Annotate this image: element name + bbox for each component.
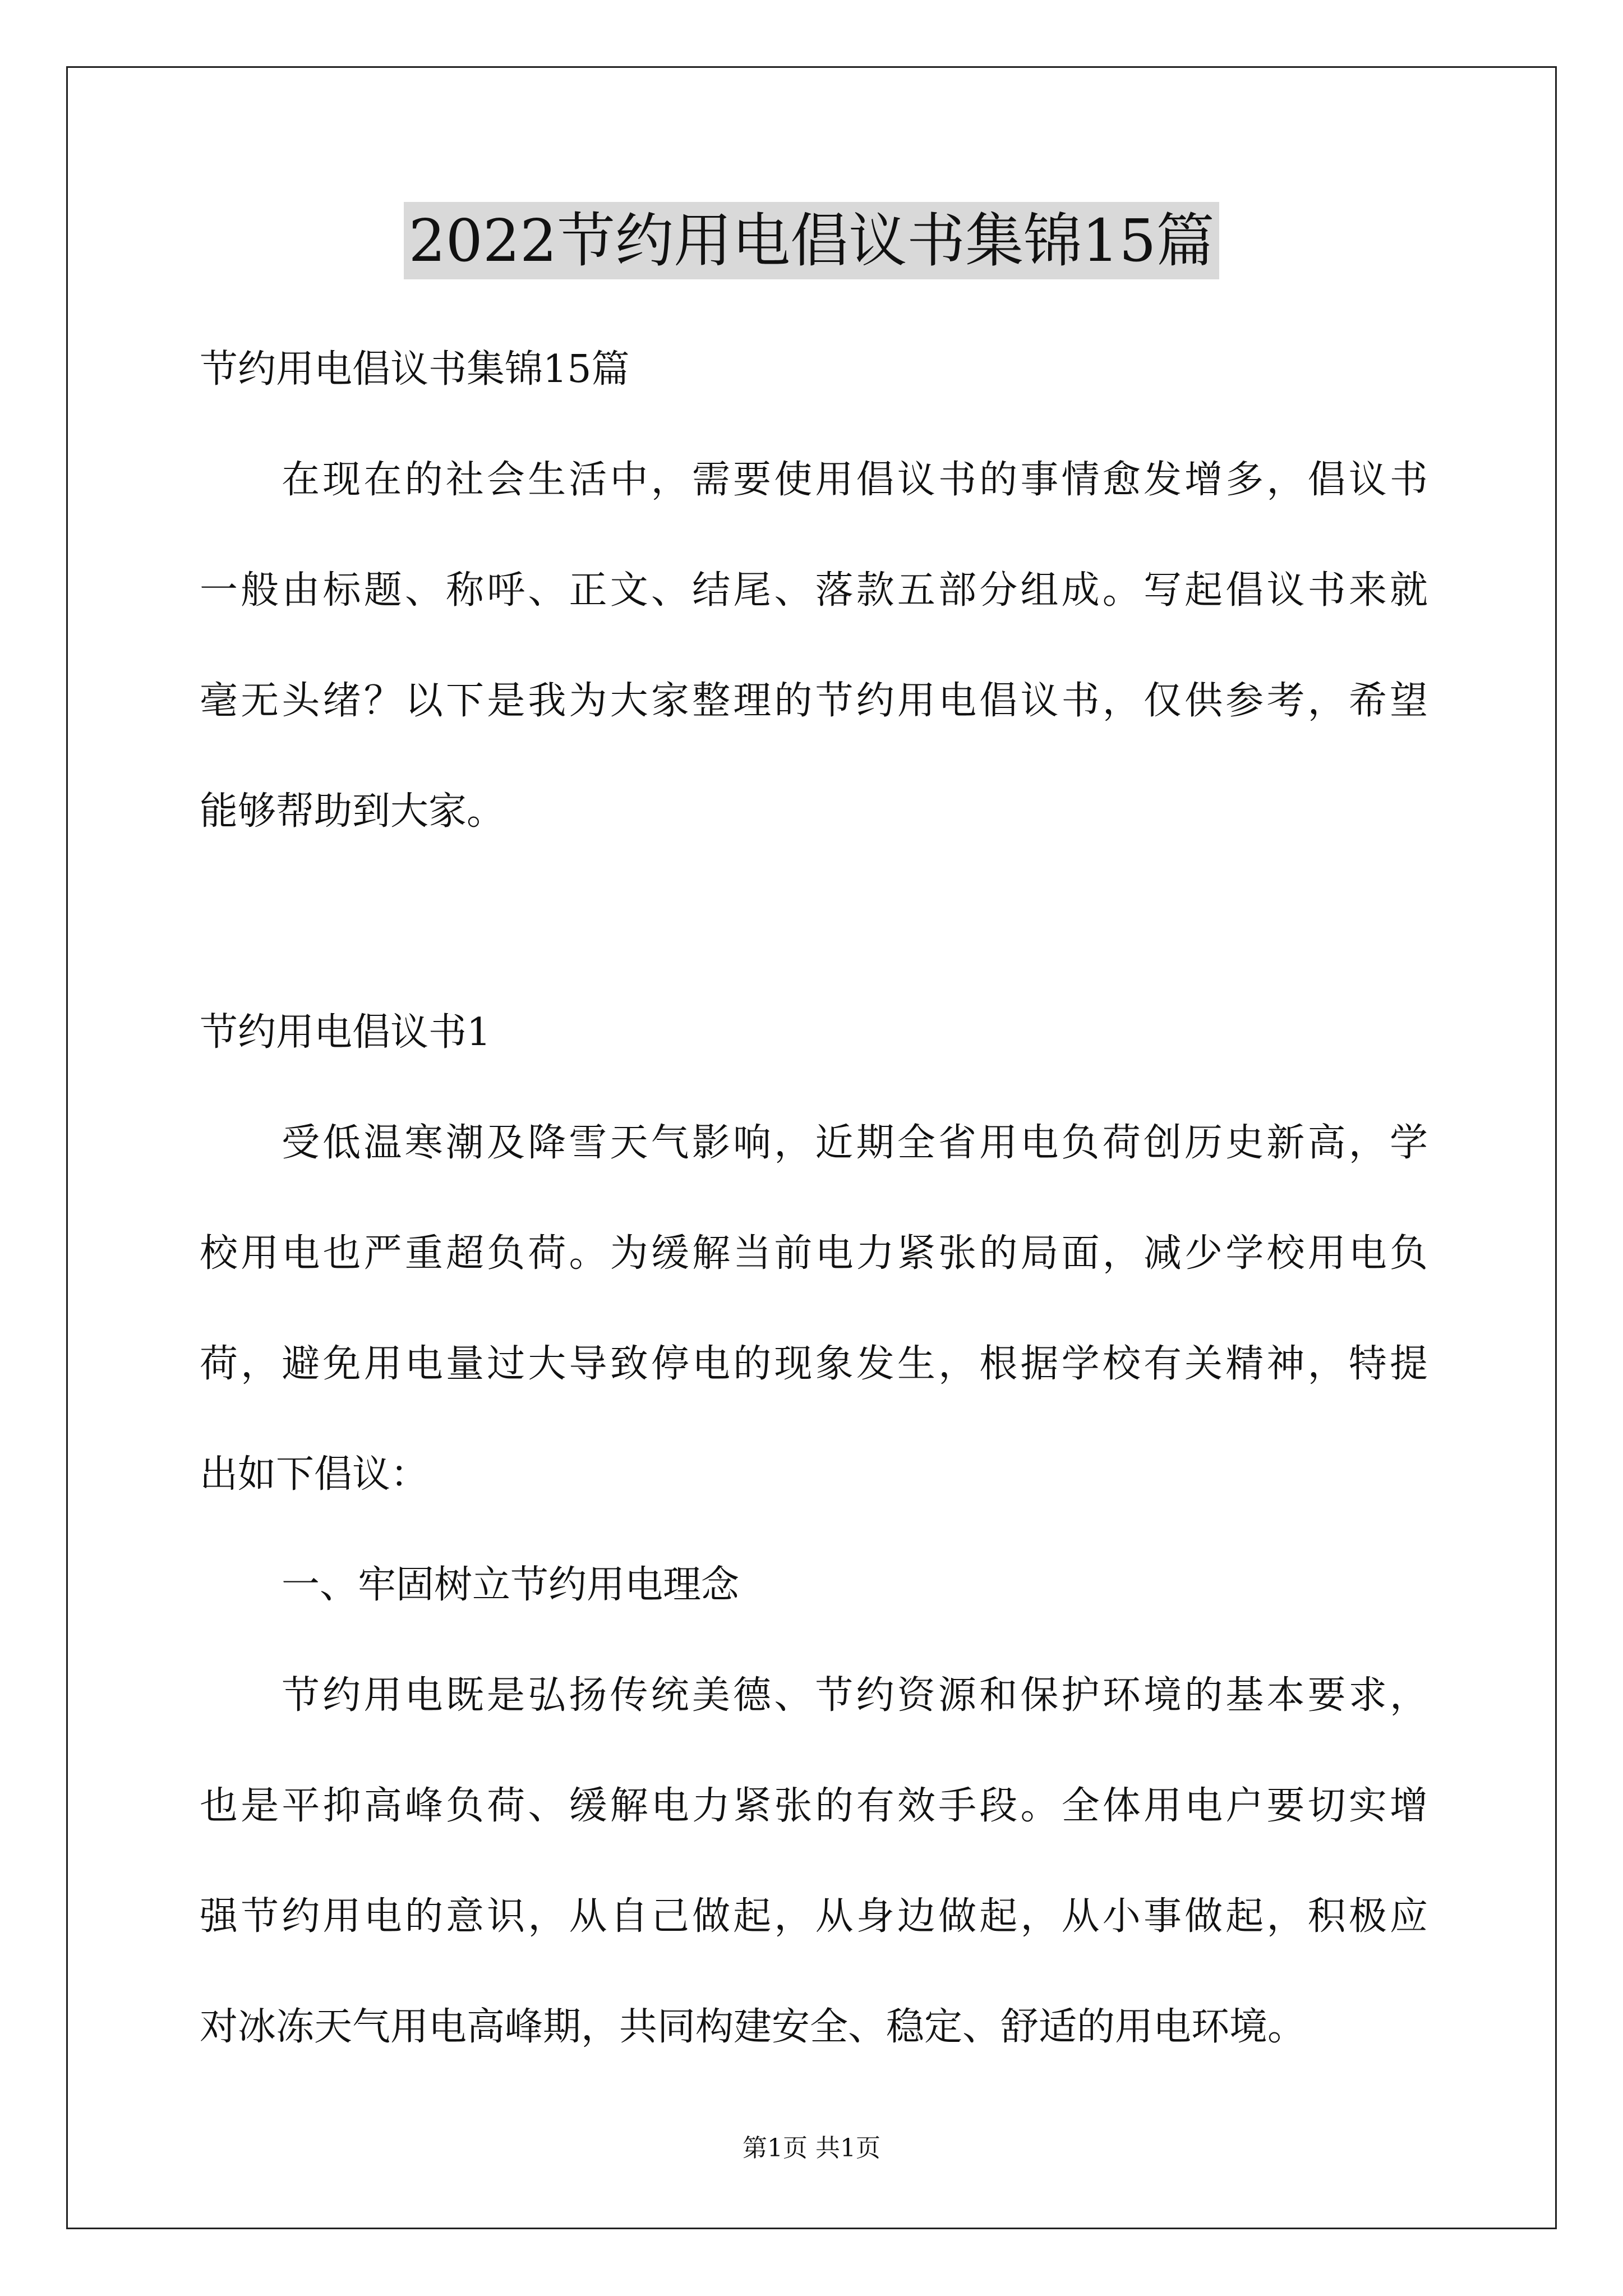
point1-line-4: 对冰冻天气用电高峰期，共同构建安全、稳定、舒适的用电环境。 bbox=[200, 2005, 1306, 2049]
point1-heading: 一、牢固树立节约用电理念 bbox=[282, 1563, 740, 1607]
intro-line-3: 毫无头绪？以下是我为大家整理的节约用电倡议书，仅供参考，希望 bbox=[200, 679, 1428, 723]
document-subtitle: 节约用电倡议书集锦15篇 bbox=[200, 347, 630, 392]
section-heading: 节约用电倡议书1 bbox=[200, 1010, 491, 1055]
page-number: 第1页 共1页 bbox=[743, 2134, 880, 2162]
title-container bbox=[0, 202, 1623, 279]
intro-line-1: 在现在的社会生活中，需要使用倡议书的事情愈发增多，倡议书 bbox=[282, 458, 1428, 502]
section-para-line-2: 校用电也严重超负荷。为缓解当前电力紧张的局面，减少学校用电负 bbox=[200, 1231, 1428, 1276]
section-para-line-4: 出如下倡议： bbox=[200, 1452, 429, 1497]
point1-line-3: 强节约用电的意识，从自己做起，从身边做起，从小事做起，积极应 bbox=[200, 1894, 1428, 1939]
section-para-line-1: 受低温寒潮及降雪天气影响，近期全省用电负荷创历史新高，学 bbox=[282, 1121, 1428, 1165]
point1-line-1: 节约用电既是弘扬传统美德、节约资源和保护环境的基本要求， bbox=[282, 1673, 1428, 1718]
point1-line-2: 也是平抑高峰负荷、缓解电力紧张的有效手段。全体用电户要切实增 bbox=[200, 1784, 1428, 1828]
blank-line bbox=[200, 867, 1428, 977]
document-title: 2022节约用电倡议书集锦15篇 bbox=[404, 202, 1219, 279]
intro-line-4: 能够帮助到大家。 bbox=[200, 789, 505, 834]
section-para-line-3: 荷，避免用电量过大导致停电的现象发生，根据学校有关精神，特提 bbox=[200, 1342, 1428, 1386]
page-footer bbox=[0, 2132, 1623, 2165]
intro-line-2: 一般由标题、称呼、正文、结尾、落款五部分组成。写起倡议书来就 bbox=[200, 568, 1428, 613]
document-body bbox=[200, 314, 1428, 2082]
